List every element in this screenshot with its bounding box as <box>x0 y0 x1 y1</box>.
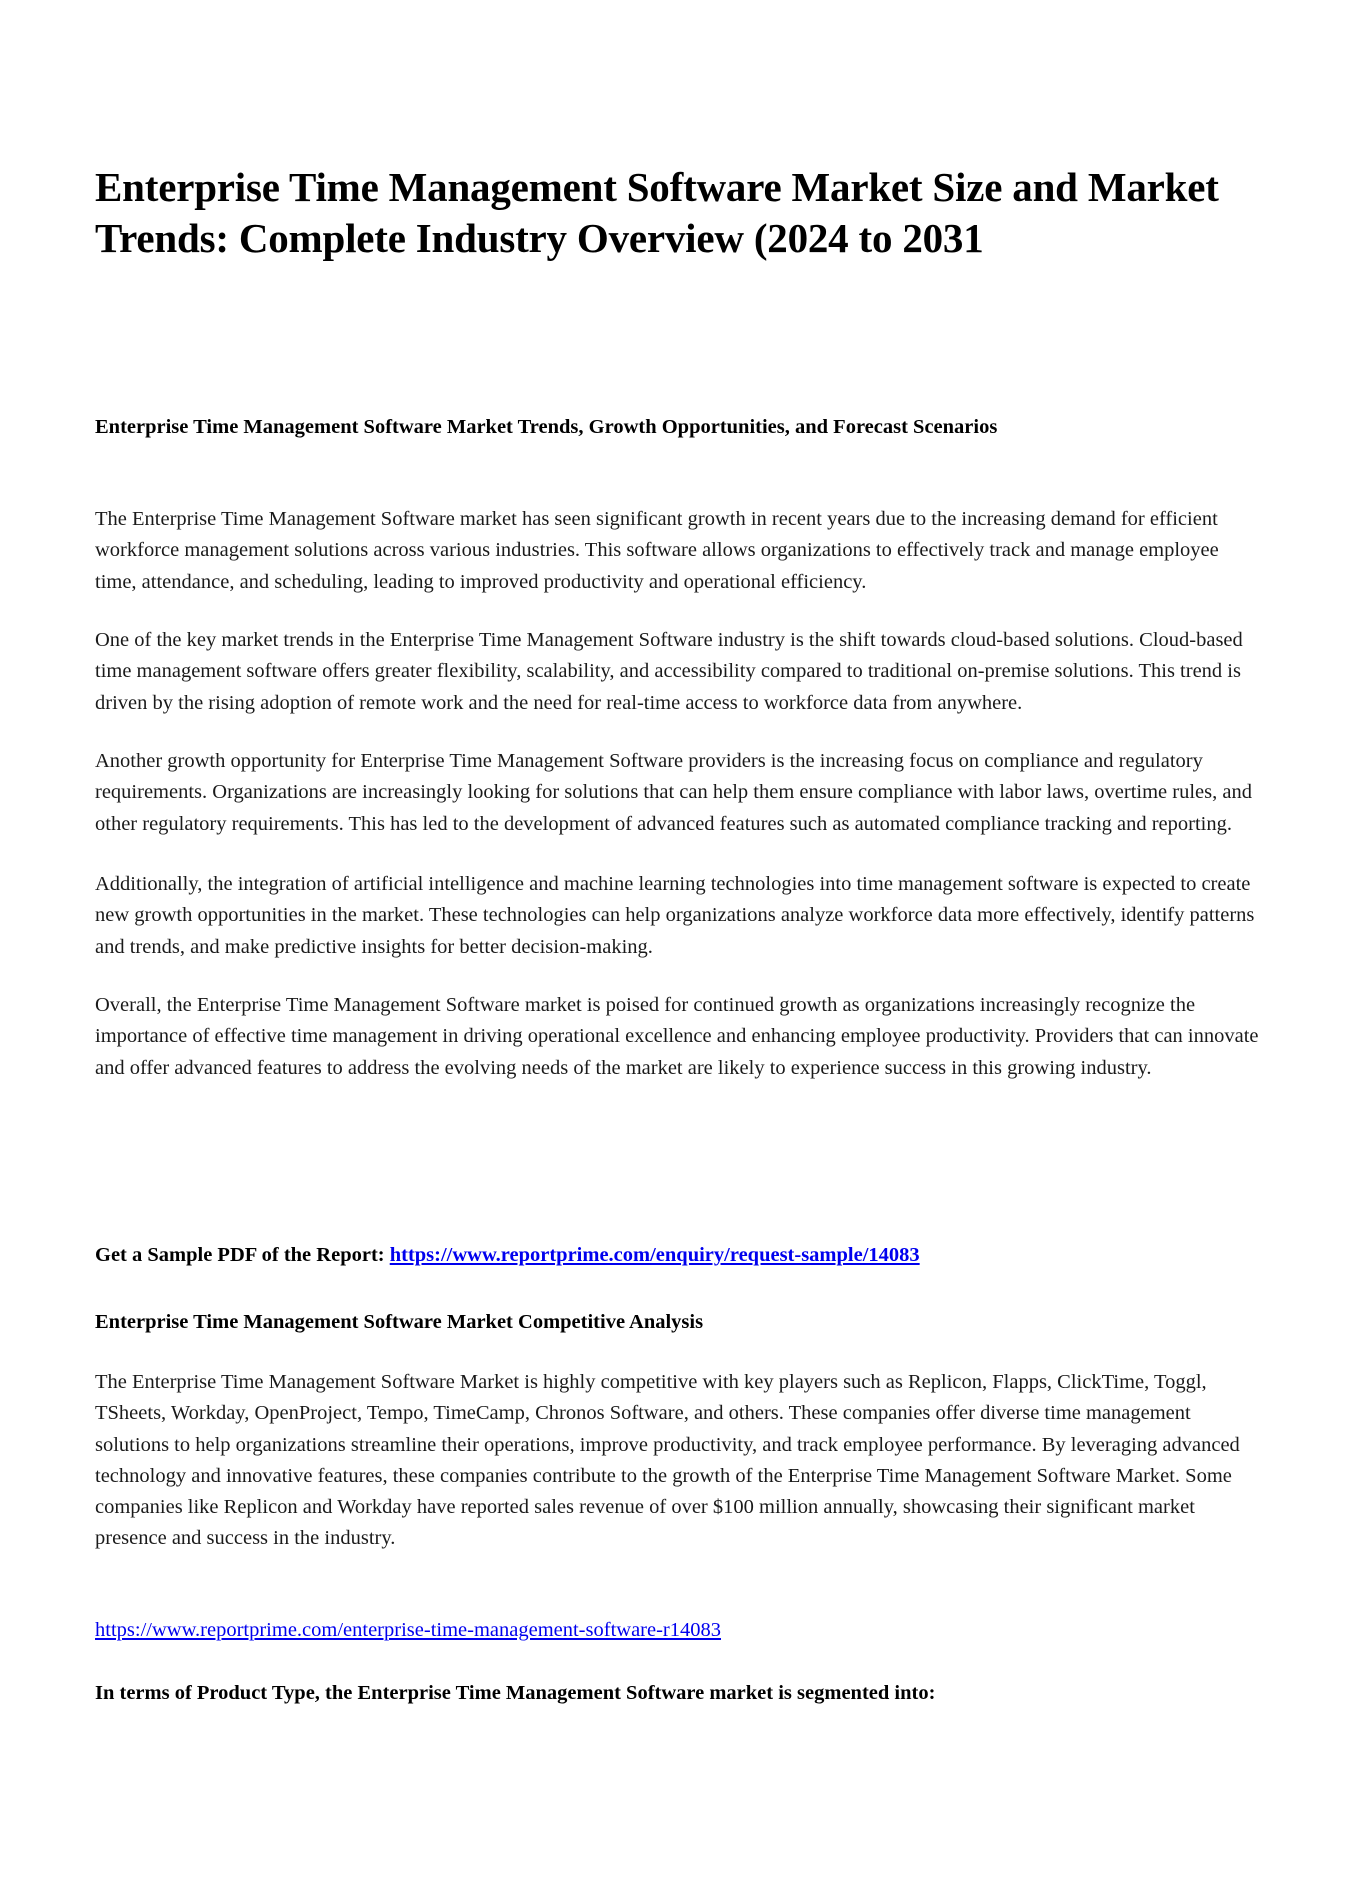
sample-pdf-line <box>95 1240 1263 1271</box>
paragraph-5: Overall, the Enterprise Time Management Software market is poised for continued growth as organizations increasingly recognize the importance of effective time management in driving operational excellence and enhancing employee productivity. Providers that can innovate and offer advanced features to address the evolving needs of the market are likely to experience success in this growing industry. <box>95 994 1259 1079</box>
paragraph-1: The Enterprise Time Management Software market has seen significant growth in recent years due to the increasing demand for efficient workforce management solutions across various industries. This software allows organizations to effectively track and manage employee time, attendance, and scheduling, leading to improved productivity and operational efficiency. <box>95 508 1219 593</box>
paragraph-4: Additionally, the integration of artificial intelligence and machine learning technologies into time management software is expected to create new growth opportunities in the market. These technologies can help organizations analyze workforce data more effectively, identify patterns and trends, and make predictive insights for better decision-making. <box>95 873 1255 958</box>
lead-heading: Enterprise Time Management Software Market Trends, Growth Opportunities, and Forecast Scenarios <box>95 416 998 438</box>
paragraph-3: Another growth opportunity for Enterprise Time Management Software providers is the increasing focus on compliance and regulatory requirements. Organizations are increasingly looking for solutions that can help them ensure compliance with labor laws, overtime rules, and other regulatory requirements. This has led to the development of advanced features such as automated compliance tracking and reporting. <box>95 750 1252 835</box>
report-link-line <box>95 1615 1263 1646</box>
product-type-heading: In terms of Product Type, the Enterprise Time Management Software market is segmented into: <box>95 1682 936 1704</box>
report-page-link[interactable]: https://www.reportprime.com/enterprise-time-management-software-r14083 <box>95 1619 721 1641</box>
paragraph-6: The Enterprise Time Management Software Market is highly competitive with key players such as Replicon, Flapps, ClickTime, Toggl, TSheets, Workday, OpenProject, Tempo, TimeCamp, Chronos Software, and others. These companies offer diverse time management solutions to help organizations streamline their operations, improve productivity, and track employee performance. By leveraging advanced technology and innovative features, these companies contribute to the growth of the Enterprise Time Management Software Market. Some companies like Replicon and Workday have reported sales revenue of over $100 million annually, showcasing their significant market presence and success in the industry. <box>95 1371 1240 1550</box>
page-title: Enterprise Time Management Software Market Size and Market Trends: Complete Industry Overview (2024 to 2031 <box>95 164 1219 261</box>
competitive-analysis-heading: Enterprise Time Management Software Market Competitive Analysis <box>95 1311 704 1333</box>
sample-pdf-label: Get a Sample PDF of the Report: <box>95 1244 390 1266</box>
paragraph-2: One of the key market trends in the Enterprise Time Management Software industry is the shift towards cloud-based solutions. Cloud-based time management software offers greater flexibility, scalability, and accessibility compared to traditional on-premise solutions. This trend is driven by the rising adoption of remote work and the need for real-time access to workforce data from anywhere. <box>95 629 1243 714</box>
sample-request-link[interactable]: https://www.reportprime.com/enquiry/request-sample/14083 <box>389 1244 920 1266</box>
